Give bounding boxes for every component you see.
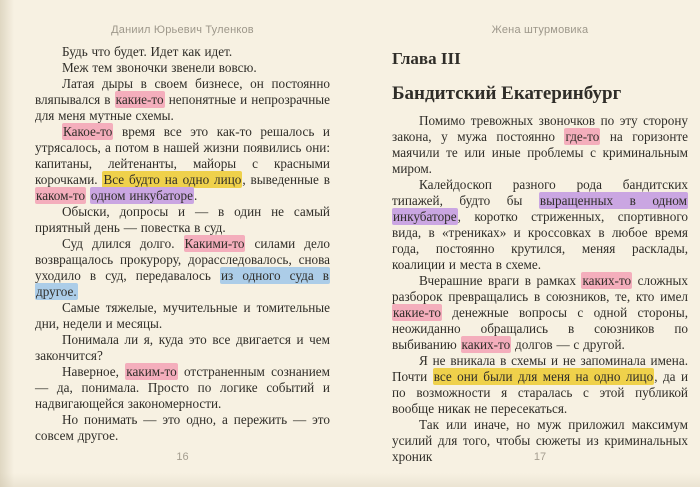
highlight-purple[interactable]: выращенных в одном инкубаторе <box>393 193 687 224</box>
text-segment: Обыски, допросы и — в один не самый приятный день — повестка в суд. <box>35 204 330 235</box>
highlight-pink[interactable]: каких-то <box>582 273 632 288</box>
text-segment: отстраненным сознанием — да, понимала. Просто по логике событий и надвигающейся закономерности. <box>35 364 330 411</box>
highlight-pink[interactable]: Какое-то <box>63 124 113 139</box>
paragraph <box>35 204 330 236</box>
paragraph <box>35 124 330 204</box>
text-segment: Вчерашние враги в рамках <box>419 273 582 288</box>
text-segment: , выведенные в <box>242 172 330 187</box>
paragraph <box>35 412 330 444</box>
highlight-blue[interactable]: из одного суда в другое. <box>36 268 330 299</box>
page-left-text <box>35 44 330 444</box>
paragraph <box>35 300 330 332</box>
text-segment: Калейдоскоп разного рода бандитских типажей, будто бы <box>392 177 688 208</box>
text-segment: Меж тем звоночки звенели вовсю. <box>62 60 257 75</box>
text-segment: Так или иначе, но муж приложил максимум усилий для того, чтобы сюжеты из криминальных хроник <box>392 417 688 464</box>
paragraph <box>35 364 330 412</box>
highlight-purple[interactable]: одном инкубаторе <box>90 188 193 203</box>
text-segment: Наверное, <box>62 364 126 379</box>
highlight-pink[interactable]: каких-то <box>461 337 511 352</box>
text-segment: Латая дыры в своем бизнесе, он постоянно вляпывался в <box>35 76 330 107</box>
page-right[interactable] <box>350 0 700 487</box>
text-segment: Самые тяжелые, мучительные и томительные дни, недели и месяцы. <box>35 300 330 331</box>
highlight-pink[interactable]: какие-то <box>393 305 441 320</box>
highlight-yellow[interactable]: Все будто на одно лицо <box>103 172 242 187</box>
paragraph <box>392 353 688 417</box>
text-segment: Понимала ли я, куда это все двигается и чем закончится? <box>35 332 330 363</box>
paragraph <box>392 177 688 273</box>
text-segment: Будь что будет. Идет как идет. <box>62 44 233 59</box>
text-segment: Я не вникала в схемы и не запоминала имена. Почти <box>392 353 688 384</box>
text-segment: долгов — с другой. <box>511 337 625 352</box>
text-segment: на горизонте маячили те или иные проблемы с криминальным миром. <box>392 129 688 176</box>
page-number-right: 17 <box>533 451 547 463</box>
paragraph <box>392 273 688 353</box>
paragraph <box>392 113 688 177</box>
highlight-pink[interactable]: каком-то <box>36 188 86 203</box>
text-segment: сложных разборок превращались в союзников, те, кто имел <box>392 273 688 304</box>
text-segment: Помимо тревожных звоночков по эту сторону закона, у мужа постоянно <box>392 113 688 144</box>
paragraph <box>35 76 330 124</box>
highlight-yellow[interactable]: все они были для меня на одно лицо <box>433 369 654 384</box>
text-segment: , коротко стриженных, спортивного вида, в «трениках» и кроссовках в любое время года, постоянно крутился, меняя расклады, коалиции и места в схеме. <box>392 209 688 272</box>
text-segment: Но понимать — это одно, а пережить — это совсем другое. <box>35 412 330 443</box>
text-segment: непонятные и непрозрачные для меня мутные схемы. <box>35 92 330 123</box>
text-segment: . <box>193 188 198 203</box>
text-segment: , да и по возможности я старалась с этой публикой вообще никак не пересекаться. <box>392 369 689 416</box>
text-segment: силами дело возвращалось прокурору, дорасследовалось, снова уходило в суд, передавалось <box>35 236 330 283</box>
paragraph <box>35 60 330 76</box>
running-head-book-title: Жена штурмовика <box>491 24 589 36</box>
paragraph <box>35 332 330 364</box>
highlight-pink[interactable]: Какими-то <box>184 236 245 251</box>
chapter-label: Глава III <box>392 49 461 68</box>
paragraph <box>35 44 330 60</box>
text-segment: денежные вопросы с одной стороны, неожиданно обращались в союзников по выбиванию <box>392 305 688 352</box>
running-head-author: Даниил Юрьевич Туленков <box>111 24 254 36</box>
text-segment: время все это как-то решалось и утрясалось, а потом в нашей жизни появились они: капитаны, лейтенанты, майоры с красными корочками. <box>35 124 330 187</box>
text-segment: Суд длился долго. <box>62 236 184 251</box>
highlight-pink[interactable]: каким-то <box>126 364 177 379</box>
chapter-title: Бандитский Екатеринбург <box>392 83 622 104</box>
paragraph <box>35 236 330 300</box>
page-number-left: 16 <box>176 451 189 463</box>
highlight-pink[interactable]: какие-то <box>115 92 164 107</box>
page-right-text <box>392 113 688 465</box>
highlight-pink[interactable]: где-то <box>565 129 600 144</box>
